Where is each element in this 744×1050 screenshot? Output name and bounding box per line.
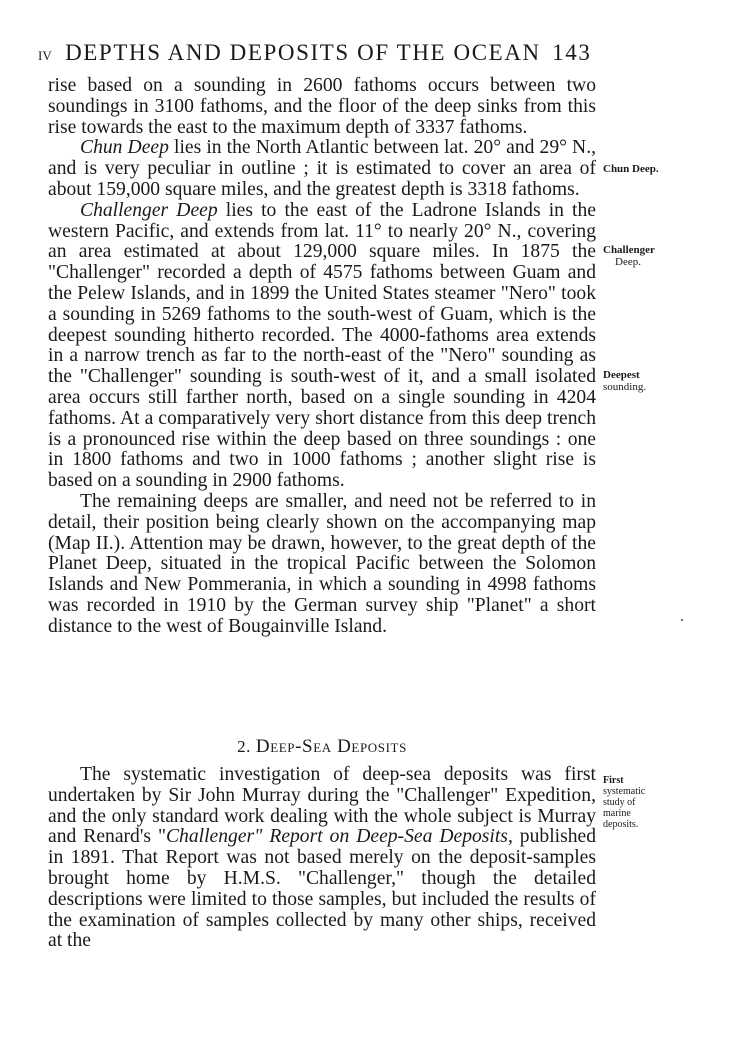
margin-note-line: Deep.: [615, 256, 641, 268]
margin-note-line: systematic: [603, 786, 646, 797]
deposits-text-a: The systematic investigation of deep-sea deposits was first undertaken by Sir John Murray during the "Challenger" Expedition, and the only standard work dealing with the whole subject is Murray and Renard's ": [48, 764, 596, 848]
main-text: [48, 76, 596, 638]
margin-note-chun-deep: [603, 163, 673, 175]
section-title-text: Deep-Sea Deposits: [255, 736, 407, 757]
challenger-deep-title: Challenger Deep: [80, 199, 218, 221]
margin-note-line: Chun Deep.: [603, 163, 659, 175]
margin-note-challenger-deep: [603, 244, 673, 268]
margin-note-deepest-sounding: [603, 369, 673, 393]
chun-deep-title: Chun Deep: [80, 137, 169, 159]
paragraph-1: rise based on a sounding in 2600 fathoms occurs between two soundings in 3100 fathoms, and the floor of the deep sinks from this rise towards the east to the maximum depth of 3337 fathoms.: [48, 75, 596, 138]
margin-note-line: marine: [603, 808, 631, 819]
chun-deep-text: lies in the North Atlantic between lat. 20° and 29° N., and is very peculiar in outline ; it is estimated to cover an area of about 159,000 square miles, and the greatest depth is 3318 fathoms.: [48, 137, 596, 200]
print-speck: [681, 619, 683, 621]
margin-note-line: Challenger: [603, 244, 655, 256]
margin-note-line: First: [603, 775, 624, 786]
running-title: DEPTHS AND DEPOSITS OF THE OCEAN: [65, 40, 541, 65]
margin-note-line: sounding.: [603, 381, 647, 393]
section-number: 2.: [237, 737, 252, 756]
running-header: [38, 40, 598, 69]
paragraph-deposits: [48, 765, 596, 952]
paragraph-remaining-deeps: The remaining deeps are smaller, and need not be referred to in detail, their position being clearly shown on the accompanying map (Map II.). Attention may be drawn, however, to the great depth of the Planet Deep, situated in the tropical Pacific between the Solomon Islands and New Pommerania, in which a sounding in 4998 fathoms was recorded in 1910 by the German survey ship "Planet" a short distance to the west of Bougainville Island.: [48, 490, 596, 637]
margin-note-first-study: [603, 775, 673, 830]
margin-note-line: deposits.: [603, 819, 639, 830]
page-number: 143: [552, 40, 592, 65]
margin-note-line: study of: [603, 797, 636, 808]
challenger-deep-text: lies to the east of the Ladrone Islands in the western Pacific, and extends from lat. 11° to nearly 20° N., covering an area estimated at about 129,000 square miles. In 1875 the "Challenger" recorded a depth of 4575 fathoms between Guam and the Pelew Islands, and in 1899 the United States steamer "Nero" took a sounding in 5269 fathoms to the south-west of Guam, which is the deepest sounding hitherto recorded. The 4000-fathoms area extends in a narrow trench as far to the north-east of the "Nero" sounding as the "Challenger" sounding is south-west of it, and a small isolated area occurs still farther north, based on a single sounding in 4204 fathoms. At a comparatively very short distance from this deep trench is a pronounced rise within the deep based on three soundings : one in 1800 fathoms and two in 1000 fathoms ; another slight rise is based on a sounding in 2900 fathoms.: [48, 199, 596, 492]
paragraph-chun-deep: [48, 138, 596, 200]
section-heading: [48, 736, 596, 758]
report-title: Challenger" Report on Deep-Sea Deposits: [165, 826, 508, 848]
margin-note-line: Deepest: [603, 369, 640, 381]
deposits-text-b: , published in 1891. That Report was not based merely on the deposit-samples brought home by H.M.S. "Challenger," though the detailed descriptions were limited to those samples, but included the results of the examination of samples collected by many other ships, received at the: [48, 826, 597, 952]
chapter-number: IV: [38, 48, 52, 63]
paragraph-challenger-deep: [48, 201, 596, 492]
section-text: [48, 765, 596, 952]
